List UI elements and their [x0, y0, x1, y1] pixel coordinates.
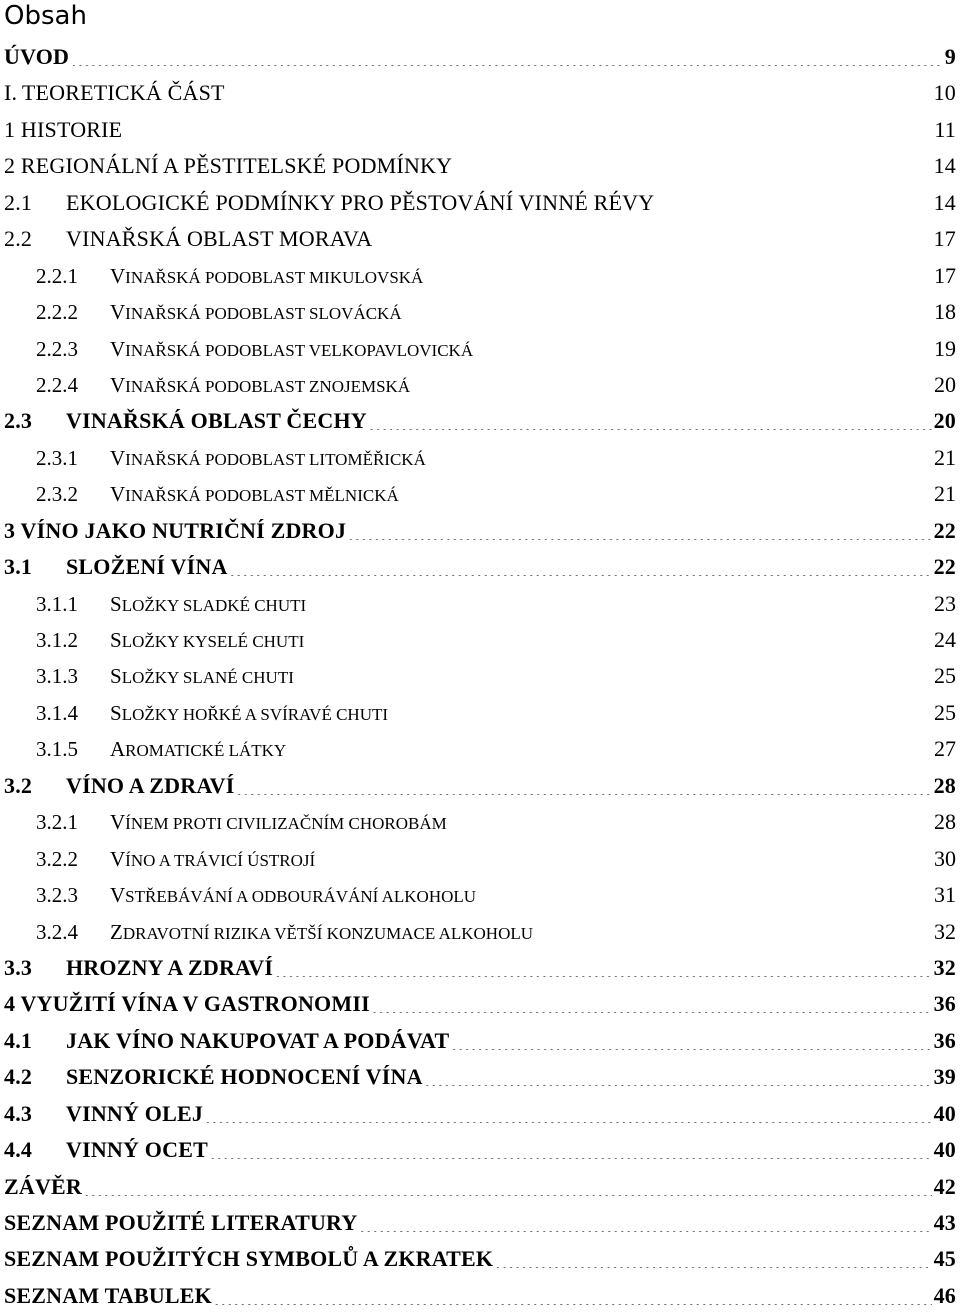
toc-entry-line [4, 1246, 956, 1272]
toc-entry-number: 3.1.1 [36, 591, 78, 616]
toc-entry-page-number: 20 [933, 408, 956, 434]
toc-entry-line [4, 44, 956, 70]
toc-entry[interactable] [0, 730, 960, 766]
toc-entry-number: 2.2.4 [36, 372, 78, 397]
toc-entry-title: VINNÝ OLEJ [66, 1100, 204, 1126]
toc-entry-title [110, 920, 533, 945]
toc-entry-title-initial: V [110, 263, 126, 288]
toc-entry[interactable] [0, 548, 960, 584]
dot-leader [425, 277, 932, 285]
dot-leader [210, 1151, 932, 1159]
toc-entry-line [4, 809, 956, 835]
dot-leader [478, 896, 932, 904]
toc-entry-page-number: 14 [933, 189, 956, 215]
toc-entry-number: 3.1 [4, 554, 33, 580]
toc-entry-page-number: 11 [934, 116, 956, 142]
dot-leader [124, 131, 932, 139]
toc-entry-line [4, 1210, 956, 1236]
toc-entry[interactable] [0, 220, 960, 256]
toc-entry-title [110, 446, 426, 471]
toc-entry-line [4, 991, 956, 1017]
toc-entry-title [110, 664, 294, 689]
toc-entry-title-initial: V [110, 372, 126, 397]
toc-entry-title [110, 701, 388, 726]
toc-entry-title: SEZNAM TABULEK [4, 1282, 212, 1308]
toc-entry-title-initial: V [110, 482, 126, 507]
toc-entry-page-number: 22 [933, 554, 956, 580]
toc-entry-page-number: 36 [933, 1027, 956, 1053]
toc-entry-number: 3.2.4 [36, 919, 78, 944]
dot-leader [656, 204, 931, 212]
toc-entry-title: I. TEORETICKÁ ČÁST [4, 80, 225, 106]
toc-entry[interactable] [0, 402, 960, 438]
toc-entry-title-rest: LOŽKY SLADKÉ CHUTI [121, 595, 307, 615]
toc-entry-line [4, 1137, 956, 1163]
toc-entry-line [4, 445, 956, 471]
toc-entry-title [110, 810, 447, 835]
toc-entry-page-number: 10 [933, 80, 956, 106]
toc-entry-title [110, 592, 306, 617]
toc-entry-line [4, 263, 956, 289]
dot-leader [372, 1005, 932, 1013]
toc-entry-number: 3.2 [4, 772, 33, 798]
toc-entry-title-initial: Z [110, 919, 123, 944]
toc-entry-title-rest: INAŘSKÁ PODOBLAST LITOMĚŘICKÁ [125, 449, 426, 469]
toc-entry-line [4, 481, 956, 507]
toc-entry-title-rest: ÍNO A TRÁVICÍ ÚSTROJÍ [125, 850, 316, 870]
toc-entry-title [110, 264, 423, 289]
dot-leader [308, 605, 932, 613]
toc-entry-title: VINAŘSKÁ OBLAST MORAVA [66, 226, 373, 252]
toc-entry-page-number: 40 [933, 1100, 956, 1126]
toc-entry-page-number: 20 [934, 371, 956, 397]
toc-entry-page-number: 32 [933, 954, 956, 980]
toc-entry-title-initial: S [110, 664, 122, 689]
toc-entry-page-number: 43 [933, 1210, 956, 1235]
toc-entry-number: 3.2.2 [36, 846, 78, 871]
toc-entry-page-number: 28 [933, 772, 956, 798]
dot-leader [227, 94, 932, 102]
toc-entry[interactable] [0, 147, 960, 183]
toc-entry-line [4, 1283, 956, 1309]
toc-entry-line [4, 226, 956, 252]
toc-entry-number: 4.1 [4, 1027, 33, 1053]
toc-entry-page-number: 36 [933, 991, 956, 1017]
dot-leader [296, 677, 932, 685]
toc-entry-number: 4.2 [4, 1064, 33, 1090]
toc-entry-page-number: 9 [944, 44, 956, 69]
toc-entry-line [4, 1101, 956, 1127]
toc-entry[interactable] [0, 475, 960, 511]
toc-entry-line [4, 117, 956, 143]
toc-entry-page-number: 25 [934, 663, 956, 689]
toc-entry-line [4, 700, 956, 726]
toc-entry-page-number: 25 [934, 699, 956, 725]
toc-entry-number: 4.3 [4, 1100, 33, 1126]
toc-entry[interactable] [0, 1131, 960, 1167]
toc-entry-title-initial: S [110, 628, 122, 652]
toc-entry-page-number: 39 [933, 1064, 956, 1090]
toc-entry[interactable] [0, 1022, 960, 1058]
toc-entry-title: EKOLOGICKÉ PODMÍNKY PRO PĚSTOVÁNÍ VINNÉ RÉVY [66, 189, 655, 215]
toc-entry-number: 2.2.1 [36, 263, 78, 288]
toc-entry-title-initial: V [110, 300, 126, 325]
toc-entry[interactable] [0, 694, 960, 730]
toc-entry-title: VINAŘSKÁ OBLAST ČECHY [66, 408, 367, 434]
toc-entry-title-rest: ROMATICKÉ LÁTKY [125, 741, 287, 761]
toc-entry-page-number: 42 [933, 1173, 956, 1199]
toc-entry[interactable] [0, 257, 960, 293]
toc-entry-title: SLOŽENÍ VÍNA [66, 554, 228, 580]
toc-entry[interactable] [0, 585, 960, 621]
toc-entry[interactable] [0, 803, 960, 839]
toc-entry-number: 3.1.2 [36, 628, 78, 652]
toc-entry[interactable] [0, 1095, 960, 1131]
toc-entry-title: JAK VÍNO NAKUPOVAT A PODÁVAT [66, 1027, 450, 1053]
dot-leader [449, 823, 932, 831]
toc-entry[interactable] [0, 767, 960, 803]
dot-leader [454, 167, 931, 175]
dot-leader [317, 860, 932, 868]
dot-leader [390, 714, 932, 722]
toc-entry-number: 2.3 [4, 408, 33, 434]
toc-entry-title-rest: LOŽKY KYSELÉ CHUTI [121, 632, 305, 651]
toc-entry-title [110, 737, 286, 762]
dot-leader [369, 422, 932, 430]
toc-entry-line [4, 190, 956, 216]
dot-leader [71, 58, 943, 66]
toc-entry-title-rest: INAŘSKÁ PODOBLAST VELKOPAVLOVICKÁ [125, 340, 474, 360]
dot-leader [412, 386, 932, 394]
toc-entry-number: 3.2.3 [36, 883, 78, 908]
toc-entry[interactable] [0, 985, 960, 1021]
toc-entry-page-number: 21 [934, 444, 956, 470]
dot-leader [451, 1042, 931, 1050]
toc-entry-line [4, 408, 956, 434]
toc-entry-title-initial: V [110, 883, 126, 908]
toc-entry-page-number: 30 [934, 845, 956, 871]
toc-entry-line [4, 591, 956, 617]
toc-entry-line [4, 663, 956, 689]
toc-entry-title-rest: LOŽKY HOŘKÉ A SVÍRAVÉ CHUTI [121, 704, 389, 724]
toc-entry-title [110, 300, 402, 325]
toc-entry[interactable] [0, 621, 960, 657]
dot-leader [306, 641, 932, 649]
dot-leader [236, 787, 931, 795]
toc-entry-line [4, 153, 956, 179]
toc-entry-page-number: 17 [933, 226, 956, 252]
toc-entry-number: 2.3.1 [36, 445, 78, 470]
toc-entry-title-rest: STŘEBÁVÁNÍ A ODBOURÁVÁNÍ ALKOHOLU [125, 887, 477, 907]
toc-entry-title-rest: DRAVOTNÍ RIZIKA VĚTŠÍ KONZUMACE ALKOHOLU [122, 923, 534, 943]
toc-entry[interactable] [0, 949, 960, 985]
toc-entry-number: 2.2.2 [36, 300, 78, 325]
toc-entry-number: 4.4 [4, 1137, 33, 1163]
toc-entry-title: 3 VÍNO JAKO NUTRIČNÍ ZDROJ [4, 517, 347, 543]
toc-entry-title [110, 847, 315, 872]
toc-entry-page-number: 45 [933, 1246, 956, 1272]
toc-entry-number: 2.2 [4, 226, 33, 252]
toc-entry[interactable] [0, 293, 960, 329]
toc-entry-title-rest: INAŘSKÁ PODOBLAST MĚLNICKÁ [125, 486, 399, 506]
toc-entry-number: 2.1 [4, 189, 33, 215]
toc-entry-title [110, 373, 410, 398]
toc-entry-line [4, 518, 956, 544]
dot-leader [374, 240, 931, 248]
toc-entry-title [110, 628, 304, 653]
toc-entry-title-rest: INAŘSKÁ PODOBLAST MIKULOVSKÁ [125, 267, 424, 287]
toc-entry[interactable] [0, 512, 960, 548]
toc-entry[interactable] [0, 1204, 960, 1240]
toc-entry-page-number: 14 [933, 153, 956, 179]
toc-entry-line [4, 336, 956, 362]
toc-entry-page-number: 23 [934, 590, 956, 616]
toc-entry-page-number: 17 [934, 262, 956, 288]
toc-entry[interactable] [0, 1277, 960, 1313]
toc-entry-title-rest: LOŽKY SLANÉ CHUTI [121, 668, 294, 688]
toc-entry[interactable] [0, 330, 960, 366]
toc-entry-page-number: 22 [933, 517, 956, 543]
toc-entry-title: VÍNO A ZDRAVÍ [66, 772, 235, 798]
toc-entry-title [110, 337, 473, 362]
toc-entry-title: SENZORICKÉ HODNOCENÍ VÍNA [66, 1064, 423, 1090]
toc-entry-line [4, 554, 956, 580]
toc-entry-page-number: 19 [934, 335, 956, 361]
toc-entry-page-number: 27 [934, 736, 956, 762]
toc-entry[interactable] [0, 1058, 960, 1094]
toc-entry-title-initial: V [110, 336, 126, 361]
toc-entry-title: ZÁVĚR [4, 1173, 83, 1199]
toc-entry-title [110, 482, 399, 507]
toc-entry-line [4, 372, 956, 398]
toc-entry-line [4, 1174, 956, 1200]
dot-leader [288, 750, 932, 758]
toc-entry-title: 1 HISTORIE [4, 116, 123, 142]
toc-entry-line [4, 882, 956, 908]
dot-leader [425, 1078, 932, 1086]
toc-entry-title: HROZNY A ZDRAVÍ [66, 954, 274, 980]
page-title: Obsah [4, 1, 87, 31]
toc-entry-title-initial: V [110, 846, 126, 871]
dot-leader [84, 1188, 932, 1196]
toc-entry-page-number: 21 [934, 481, 956, 507]
toc-entry[interactable] [0, 184, 960, 220]
toc-entry-title-initial: S [110, 591, 122, 616]
toc-entry-page-number: 31 [934, 882, 956, 908]
toc-entry[interactable] [0, 876, 960, 912]
toc-entry-line [4, 299, 956, 325]
toc-entry-line [4, 80, 956, 106]
toc-entry-title-initial: S [110, 700, 122, 725]
toc-entry-title: ÚVOD [4, 44, 70, 69]
toc-entry-number: 3.1.5 [36, 737, 78, 762]
dot-leader [535, 933, 932, 941]
toc-entry-line [4, 846, 956, 872]
toc-entry[interactable] [0, 366, 960, 402]
toc-entry-number: 3.3 [4, 954, 33, 980]
toc-entry-title-initial: V [110, 810, 126, 835]
dot-leader [205, 1115, 932, 1123]
toc-entry-page-number: 18 [934, 299, 956, 325]
toc-entry-number: 2.3.2 [36, 482, 78, 507]
toc-entry[interactable] [0, 840, 960, 876]
dot-leader [359, 1224, 931, 1232]
dot-leader [275, 969, 931, 977]
toc-entry-line [4, 955, 956, 981]
dot-leader [404, 313, 932, 321]
toc-entry-title: SEZNAM POUŽITÝCH SYMBOLŮ A ZKRATEK [4, 1246, 494, 1272]
toc-entry[interactable] [0, 1168, 960, 1204]
toc-entry[interactable] [0, 439, 960, 475]
toc-entry-title-rest: ÍNEM PROTI CIVILIZAČNÍM CHOROBÁM [125, 814, 447, 834]
toc-entry-title-rest: INAŘSKÁ PODOBLAST ZNOJEMSKÁ [125, 376, 411, 396]
toc-entry-number: 3.1.3 [36, 664, 78, 689]
dot-leader [475, 350, 932, 358]
toc-entry-title-initial: V [110, 445, 126, 470]
dot-leader [214, 1297, 932, 1305]
dot-leader [230, 568, 932, 576]
toc-entry[interactable] [0, 1240, 960, 1276]
toc-entry-title: VINNÝ OCET [66, 1137, 208, 1163]
toc-entry-page-number: 24 [934, 627, 956, 652]
dot-leader [348, 532, 931, 540]
toc-entry-page-number: 32 [934, 918, 956, 944]
toc-entry-title-initial: A [110, 737, 126, 762]
toc-entry-title-rest: INAŘSKÁ PODOBLAST SLOVÁCKÁ [125, 304, 402, 324]
toc-entry[interactable] [0, 38, 960, 74]
toc-entry-page-number: 46 [933, 1282, 956, 1308]
toc-entry-line [4, 1028, 956, 1054]
toc-entry-number: 3.1.4 [36, 700, 78, 725]
dot-leader [428, 459, 932, 467]
dot-leader [401, 495, 932, 503]
table-of-contents [0, 38, 960, 1313]
toc-entry-number: 3.2.1 [36, 810, 78, 835]
toc-entry-line [4, 773, 956, 799]
toc-entry[interactable] [0, 74, 960, 110]
toc-entry-title: SEZNAM POUŽITÉ LITERATURY [4, 1210, 358, 1235]
toc-entry-line [4, 1064, 956, 1090]
dot-leader [495, 1260, 931, 1268]
toc-entry[interactable] [0, 111, 960, 147]
toc-entry-number: 2.2.3 [36, 336, 78, 361]
toc-entry-page-number: 40 [933, 1137, 956, 1163]
toc-entry-line [4, 736, 956, 762]
toc-entry-title: 2 REGIONÁLNÍ A PĚSTITELSKÉ PODMÍNKY [4, 153, 453, 179]
toc-entry[interactable] [0, 657, 960, 693]
toc-entry-title: 4 VYUŽITÍ VÍNA V GASTRONOMII [4, 991, 370, 1017]
toc-entry-title [110, 883, 476, 908]
toc-entry-page-number: 28 [934, 809, 956, 835]
toc-entry-line [4, 627, 956, 653]
toc-entry-line [4, 919, 956, 945]
toc-entry[interactable] [0, 913, 960, 949]
